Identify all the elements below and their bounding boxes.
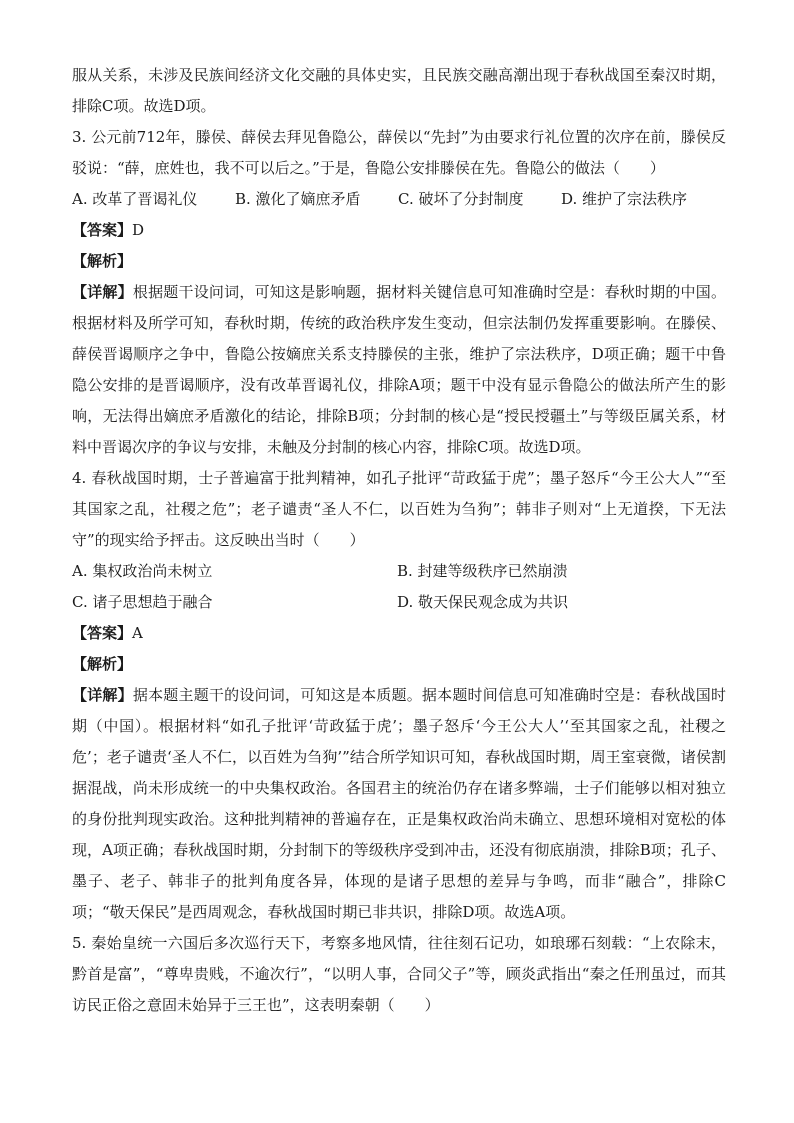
question-3-analysis-heading — [72, 246, 726, 277]
question-3-answer — [72, 215, 726, 246]
analysis-tag: 【解析】 — [72, 655, 133, 673]
question-3-option-c: C. 破坏了分封制度 — [398, 190, 524, 208]
analysis-tag: 【解析】 — [72, 252, 133, 270]
answer-value: D — [132, 221, 145, 239]
question-3-stem: 3. 公元前712年，滕侯、薛侯去拜见鲁隐公，薛侯以“先封”为由要求行礼位置的次序在前，滕侯反驳说：“薛，庶姓也，我不可以后之。”于是，鲁隐公安排滕侯在先。鲁隐公的做法（ ） — [72, 128, 726, 177]
answer-tag: 【答案】 — [72, 221, 133, 239]
question-4-options-row-1 — [72, 556, 726, 587]
question-4-detail — [72, 680, 726, 928]
document-page — [72, 60, 726, 1021]
detail-tag: 【详解】 — [72, 283, 133, 301]
intro-paragraph: 服从关系，未涉及民族间经济文化交融的具体史实，且民族交融高潮出现于春秋战国至秦汉时期，排除C项。故选D项。 — [72, 66, 726, 115]
question-4-option-a: A. 集权政治尚未树立 — [72, 562, 213, 580]
question-4-analysis-heading — [72, 649, 726, 680]
question-4-options-row-2 — [72, 587, 726, 618]
question-4-option-b: B. 封建等级秩序已然崩溃 — [397, 562, 568, 580]
question-3-detail — [72, 277, 726, 463]
question-3-option-a: A. 改革了晋谒礼仪 — [72, 190, 198, 208]
question-3-option-b: B. 激化了嫡庶矛盾 — [235, 190, 361, 208]
question-4-stem: 4. 春秋战国时期，士子普遍富于批判精神，如孔子批评“苛政猛于虎”；墨子怒斥“今王公大人”“至其国家之乱，社稷之危”；老子谴责“圣人不仁，以百姓为刍狗”；韩非子则对“上无道揆，下无法守”的现实给予抨击。这反映出当时（ ） — [72, 469, 726, 549]
detail-tag: 【详解】 — [72, 686, 133, 704]
answer-value: A — [132, 624, 143, 642]
question-3-options — [72, 184, 726, 215]
question-3-option-d: D. 维护了宗法秩序 — [561, 190, 688, 208]
detail-text: 根据题干设问词，可知这是影响题，据材料关键信息可知准确时空是：春秋时期的中国。根据材料及所学可知，春秋时期，传统的政治秩序发生变动，但宗法制仍发挥重要影响。在滕侯、薛侯晋谒顺序之争中，鲁隐公按嫡庶关系支持滕侯的主张，维护了宗法秩序，D项正确；题干中鲁隐公安排的是晋谒顺序，没有改革晋谒礼仪，排除A项；题干中没有显示鲁隐公的做法所产生的影响，无法得出嫡庶矛盾激化的结论，排除B项；分封制的核心是“授民授疆土”与等级臣属关系，材料中晋谒次序的争议与安排，未触及分封制的核心内容，排除C项。故选D项。 — [72, 283, 726, 456]
question-4-answer — [72, 618, 726, 649]
detail-text: 据本题主题干的设问词，可知这是本质题。据本题时间信息可知准确时空是：春秋战国时期（中国）。根据材料“如孔子批评‘苛政猛于虎’；墨子怒斥‘今王公大人’‘至其国家之乱，社稷之危’；老子谴责‘圣人不仁，以百姓为刍狗’”结合所学知识可知，春秋战国时期，周王室衰微，诸侯割据混战，尚未形成统一的中央集权政治。各国君主的统治仍存在诸多弊端，士子们能够以相对独立的身份批判现实政治。这种批判精神的普遍存在，正是集权政治尚未确立、思想环境相对宽松的体现，A项正确；春秋战国时期，分封制下的等级秩序受到冲击，还没有彻底崩溃，排除B项；孔子、墨子、老子、韩非子的批判角度各异，体现的是诸子思想的差异与争鸣，而非“融合”，排除C项；“敬天保民”是西周观念，春秋战国时期已非共识，排除D项。故选A项。 — [72, 686, 726, 921]
answer-tag: 【答案】 — [72, 624, 133, 642]
question-5-stem: 5. 秦始皇统一六国后多次巡行天下，考察多地风情，往往刻石记功，如琅琊石刻载：“上农除末，黔首是富”，“尊卑贵贱，不逾次行”，“以明人事，合同父子”等，顾炎武指出“秦之任刑虽过，而其访民正俗之意固未始异于三王也”，这表明秦朝（ ） — [72, 934, 726, 1014]
question-4-option-d: D. 敬天保民观念成为共识 — [397, 593, 569, 611]
question-4-option-c: C. 诸子思想趋于融合 — [72, 593, 213, 611]
